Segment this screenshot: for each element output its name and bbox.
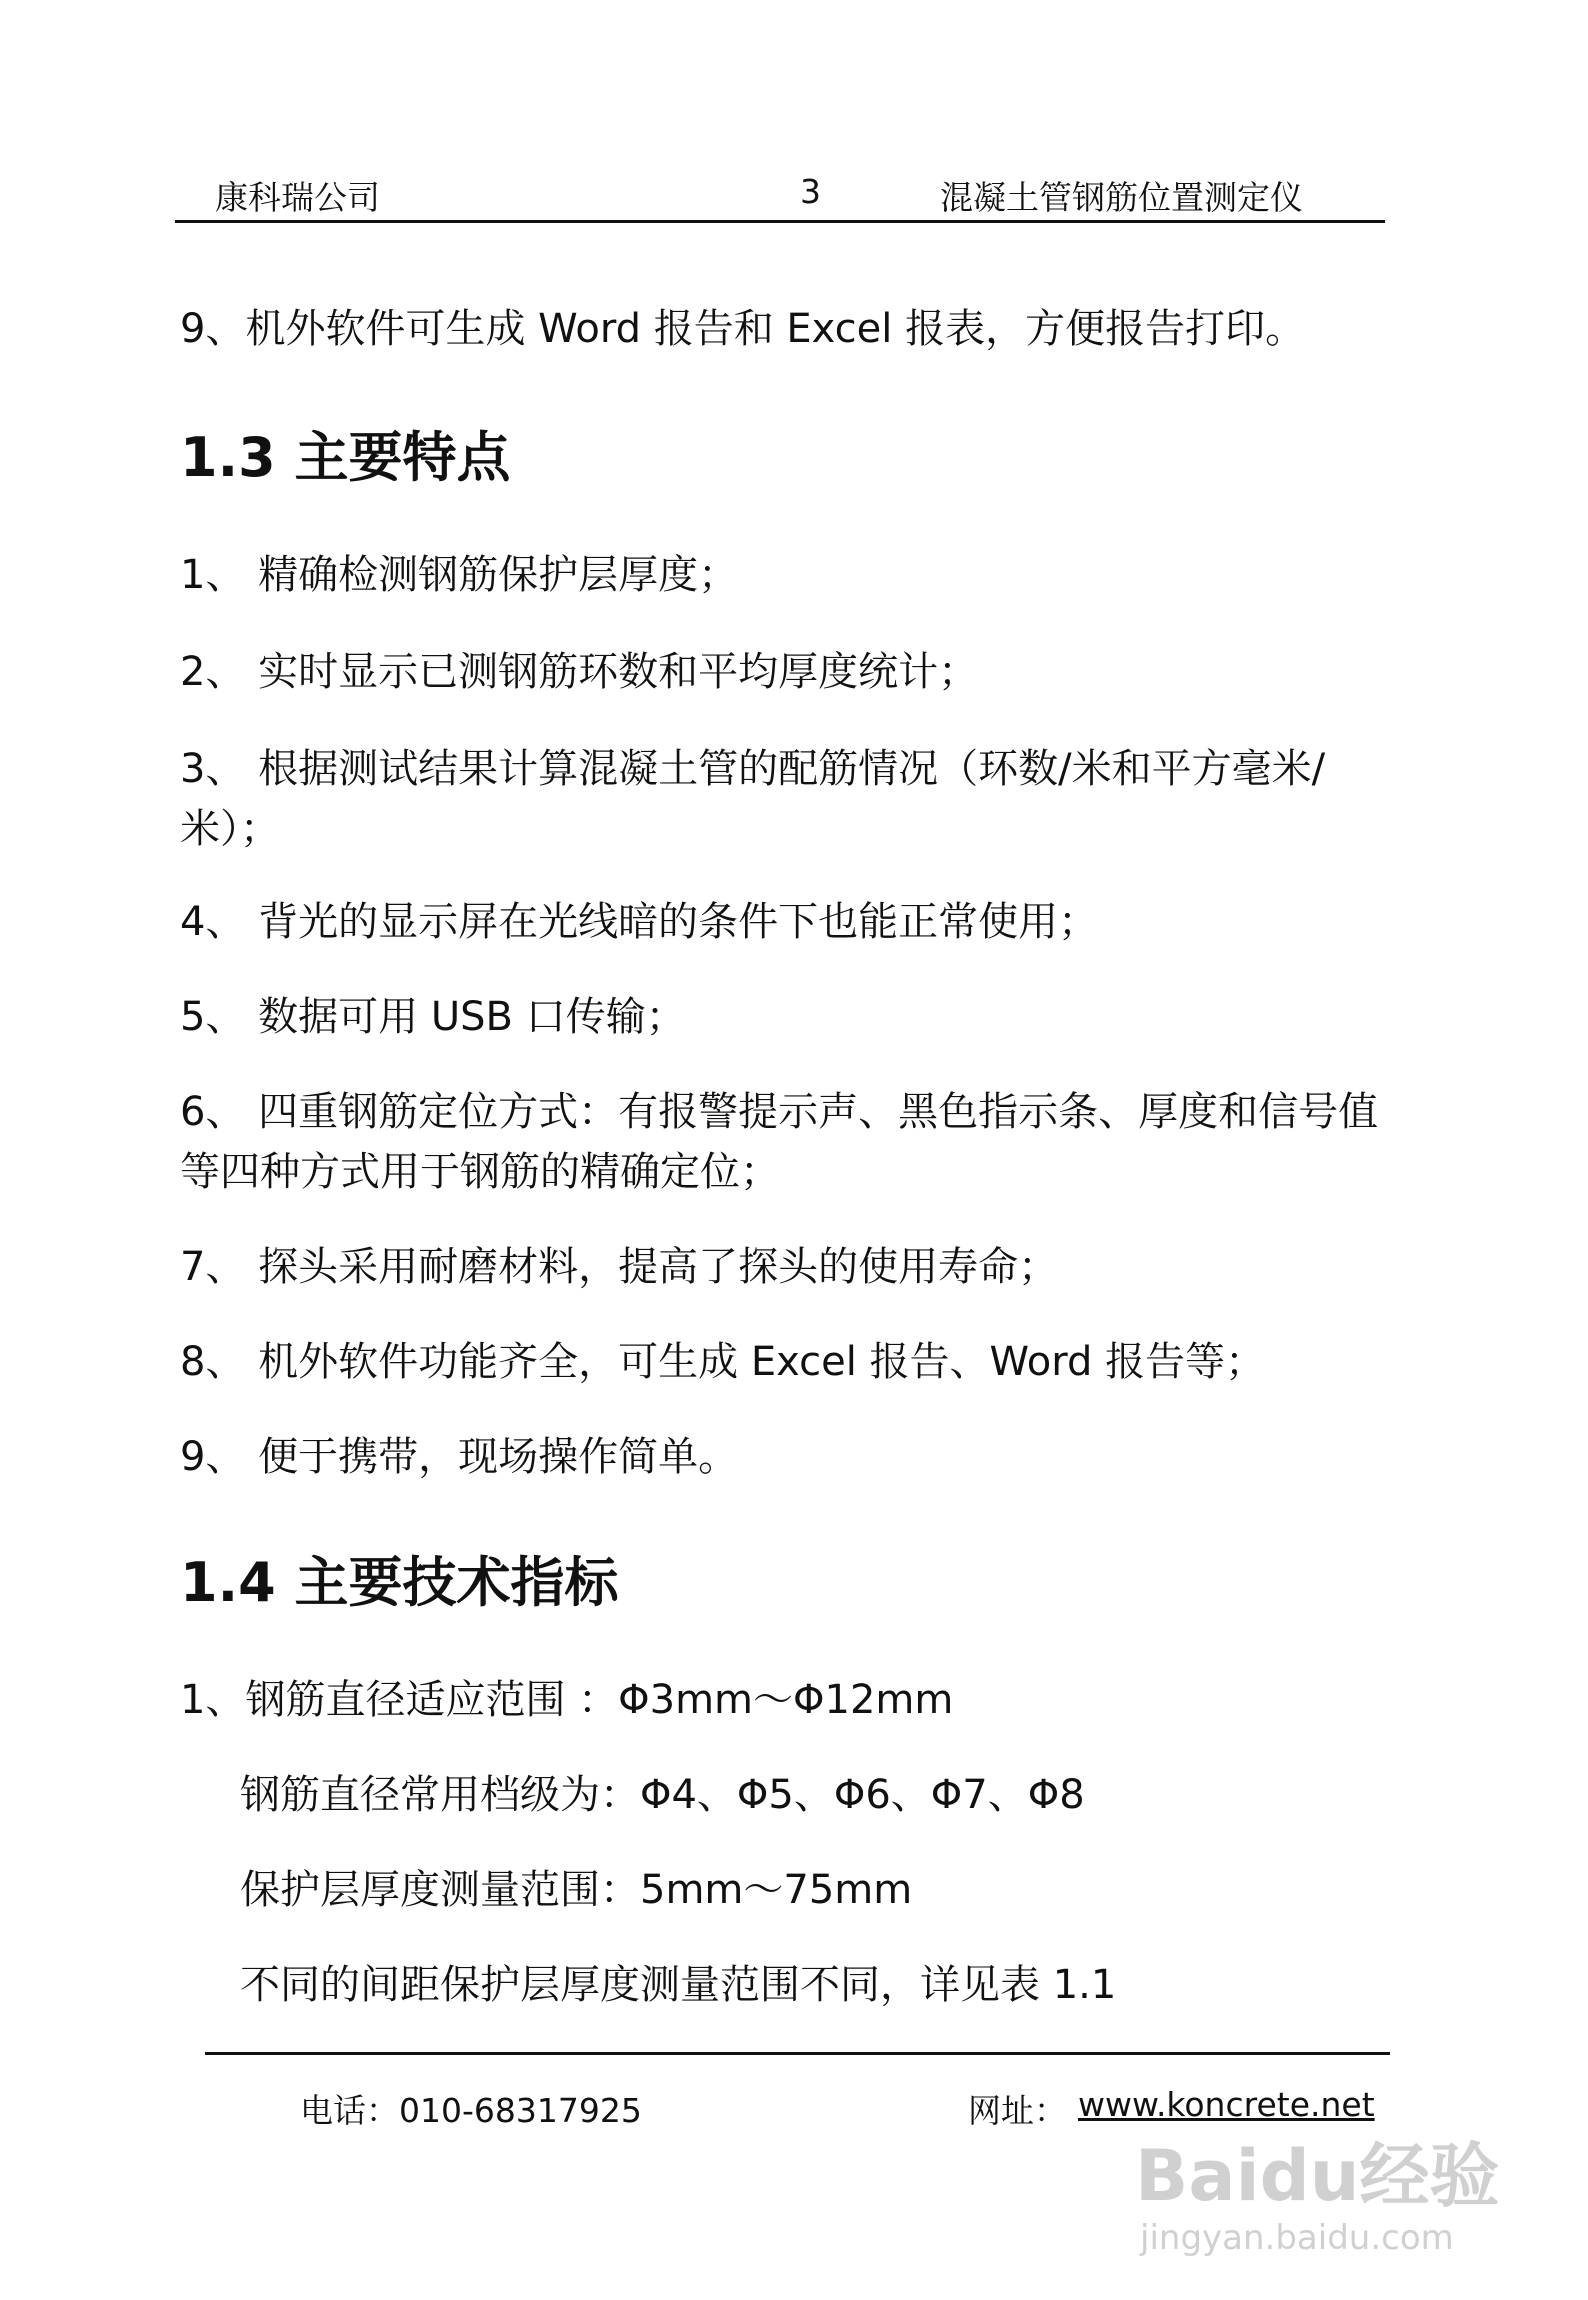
spec-item: 1、钢筋直径适应范围 ：Φ3mm～Φ12mm (180, 1677, 954, 1723)
spec-item: 不同的间距保护层厚度测量范围不同，详见表 1.1 (240, 1962, 1117, 2008)
header-page-number: 3 (800, 172, 821, 211)
header-rule (175, 220, 1385, 223)
footer-url-link[interactable]: www.koncrete.net (1078, 2085, 1375, 2124)
header-doc-title: 混凝土管钢筋位置测定仪 (940, 178, 1303, 217)
spec-item: 保护层厚度测量范围：5mm～75mm (240, 1867, 913, 1913)
feature-item-cont: 米）； (180, 806, 280, 852)
baidu-watermark-domain: jingyan.baidu.com (1140, 2218, 1454, 2258)
footer-rule (205, 2052, 1390, 2055)
feature-item: 2、 实时显示已测钢筋环数和平均厚度统计； (180, 649, 979, 695)
baidu-watermark-logo: Baidu经验 (1135, 2135, 1500, 2217)
spec-item: 钢筋直径常用档级为：Φ4、Φ5、Φ6、Φ7、Φ8 (240, 1772, 1085, 1818)
section-heading-1-3: 1.3 主要特点 (180, 426, 511, 489)
feature-item: 1、 精确检测钢筋保护层厚度； (180, 552, 739, 598)
feature-item: 8、 机外软件功能齐全，可生成 Excel 报告、Word 报告等； (180, 1339, 1266, 1385)
header-company: 康科瑞公司 (215, 178, 380, 217)
feature-item: 4、 背光的显示屏在光线暗的条件下也能正常使用； (180, 899, 1099, 945)
feature-item: 9、 便于携带，现场操作简单。 (180, 1434, 739, 1480)
section-heading-1-4: 1.4 主要技术指标 (180, 1551, 619, 1614)
feature-item: 5、 数据可用 USB 口传输； (180, 994, 686, 1040)
footer-url-label: 网址： (968, 2091, 1067, 2130)
feature-item: 3、 根据测试结果计算混凝土管的配筋情况（环数/米和平方毫米/ (180, 746, 1326, 792)
feature-item: 7、 探头采用耐磨材料，提高了探头的使用寿命； (180, 1244, 1059, 1290)
intro-line: 9、机外软件可生成 Word 报告和 Excel 报表，方便报告打印。 (180, 306, 1306, 352)
footer-phone: 电话：010-68317925 (300, 2091, 642, 2130)
feature-item: 6、 四重钢筋定位方式：有报警提示声、黑色指示条、厚度和信号值 (180, 1089, 1379, 1135)
feature-item-cont: 等四种方式用于钢筋的精确定位； (180, 1149, 780, 1195)
